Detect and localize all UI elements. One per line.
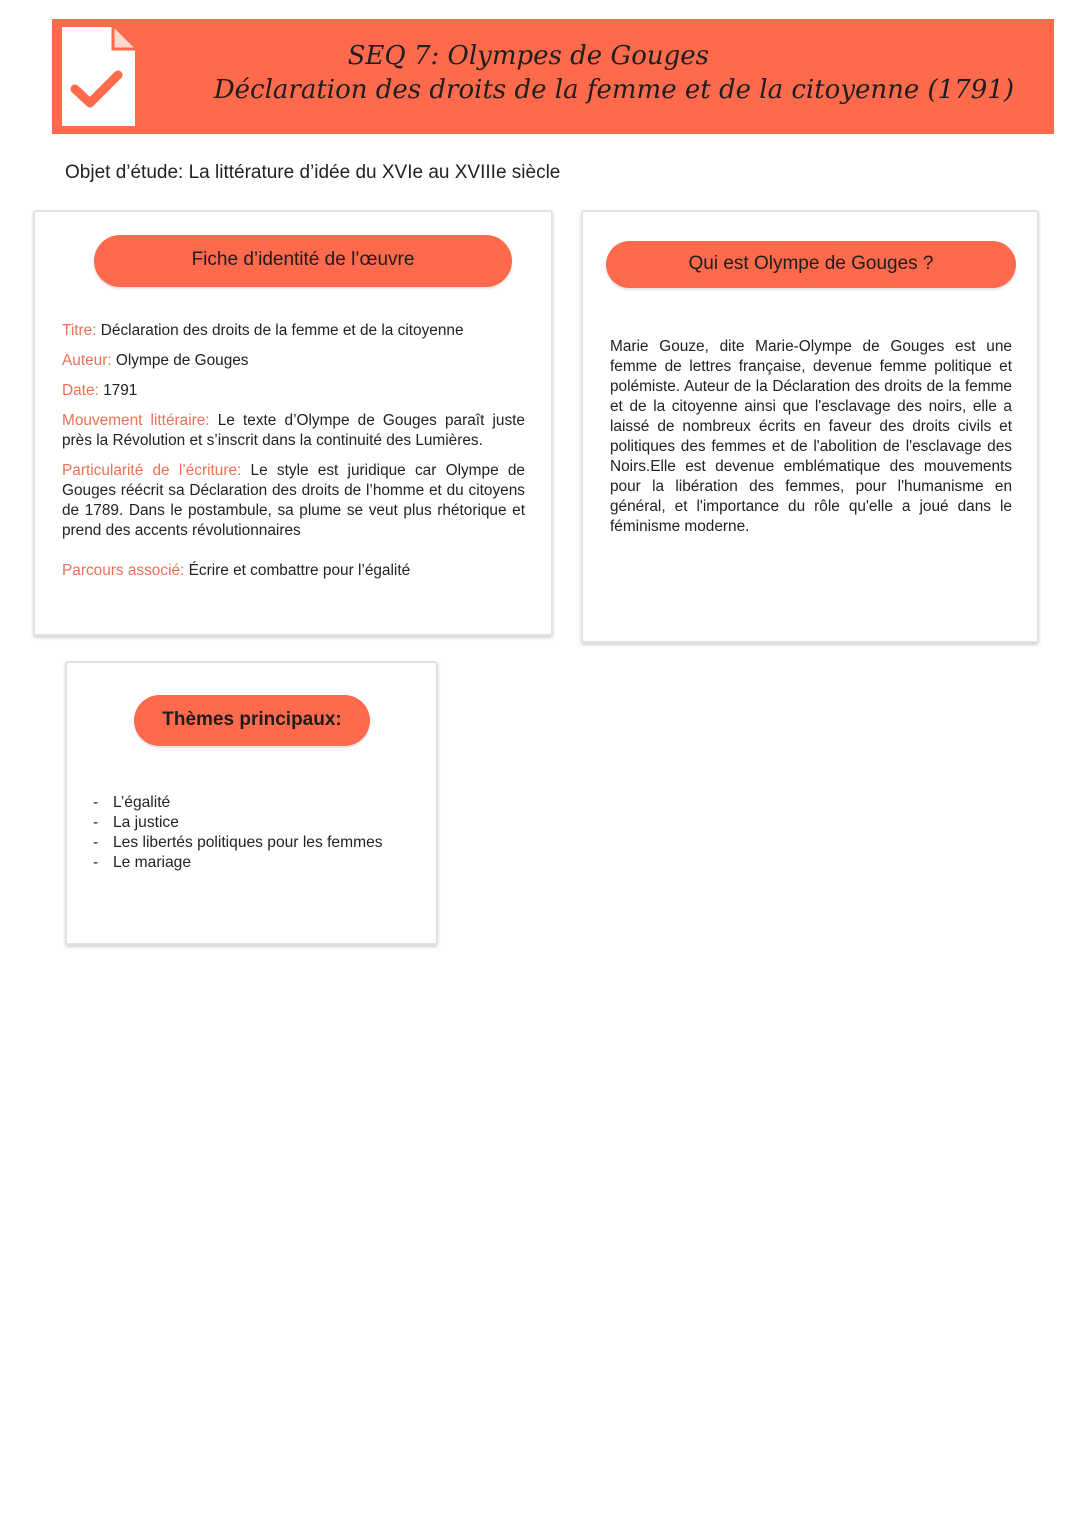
theme-item: - L’égalité bbox=[93, 793, 383, 813]
document-check-icon bbox=[58, 23, 139, 130]
themes-card bbox=[65, 661, 438, 945]
parcours-value: Écrire et combattre pour l’égalité bbox=[188, 562, 411, 579]
field-date bbox=[62, 381, 525, 401]
fiche-fields bbox=[62, 321, 525, 591]
particularite-value: Le style est juridique car Olympe de Gouges réécrit sa Déclaration des droits de l’homme et du citoyens de 1789. Dans le postambule, sa plume se veut plus rhétorique et prend des accents révolutionnaires bbox=[62, 462, 525, 539]
header-title-line1: SEQ 7: Olympes de Gouges bbox=[347, 41, 709, 71]
auteur-label: Auteur: bbox=[62, 352, 112, 369]
field-auteur bbox=[62, 351, 525, 371]
qui-est-heading: Qui est Olympe de Gouges ? bbox=[606, 241, 1016, 288]
parcours-label: Parcours associé: bbox=[62, 562, 185, 579]
themes-heading: Thèmes principaux: bbox=[134, 695, 370, 746]
mouvement-label: Mouvement littéraire: bbox=[62, 412, 210, 429]
field-particularite bbox=[62, 461, 525, 541]
fiche-identite-heading: Fiche d’identité de l’œuvre bbox=[94, 235, 512, 287]
titre-label: Titre: bbox=[62, 322, 97, 339]
date-value: 1791 bbox=[103, 382, 138, 399]
theme-item: - Le mariage bbox=[93, 853, 383, 873]
particularite-label: Particularité de l’écriture: bbox=[62, 462, 242, 479]
header-title-line2: Déclaration des droits de la femme et de la citoyenne (1791) bbox=[213, 75, 1014, 105]
field-titre bbox=[62, 321, 525, 341]
qui-est-card bbox=[581, 210, 1039, 643]
auteur-value: Olympe de Gouges bbox=[115, 352, 249, 369]
header-banner bbox=[52, 19, 1054, 134]
fiche-identite-card bbox=[33, 210, 553, 636]
theme-item: - La justice bbox=[93, 813, 383, 833]
theme-item: - Les libertés politiques pour les femmes bbox=[93, 833, 383, 853]
mouvement-value: Le texte d’Olympe de Gouges paraît juste près la Révolution et s’inscrit dans la continuité des Lumières. bbox=[62, 412, 525, 449]
themes-list bbox=[93, 793, 383, 873]
objet-etude: Objet d’étude: La littérature d’idée du XVIe au XVIIIe siècle bbox=[65, 162, 561, 183]
date-label: Date: bbox=[62, 382, 99, 399]
biography-text: Marie Gouze, dite Marie-Olympe de Gouges est une femme de lettres française, devenue femme politique et polémiste. Auteur de la Déclaration des droits de la femme et de la citoyenne ainsi que l'esclavage des noirs, elle a laissé de nombreux écrits en faveur des droits civils et politiques des femmes et de l'abolition de l'esclavage des Noirs.Elle est devenue emblématique des mouvements pour la libération des femmes, pour l'humanisme en général, et l'importance du rôle qu'elle a joué dans le féminisme moderne. bbox=[610, 338, 1012, 535]
field-parcours bbox=[62, 561, 525, 581]
field-mouvement bbox=[62, 411, 525, 451]
titre-value: Déclaration des droits de la femme et de la citoyenne bbox=[100, 322, 464, 339]
